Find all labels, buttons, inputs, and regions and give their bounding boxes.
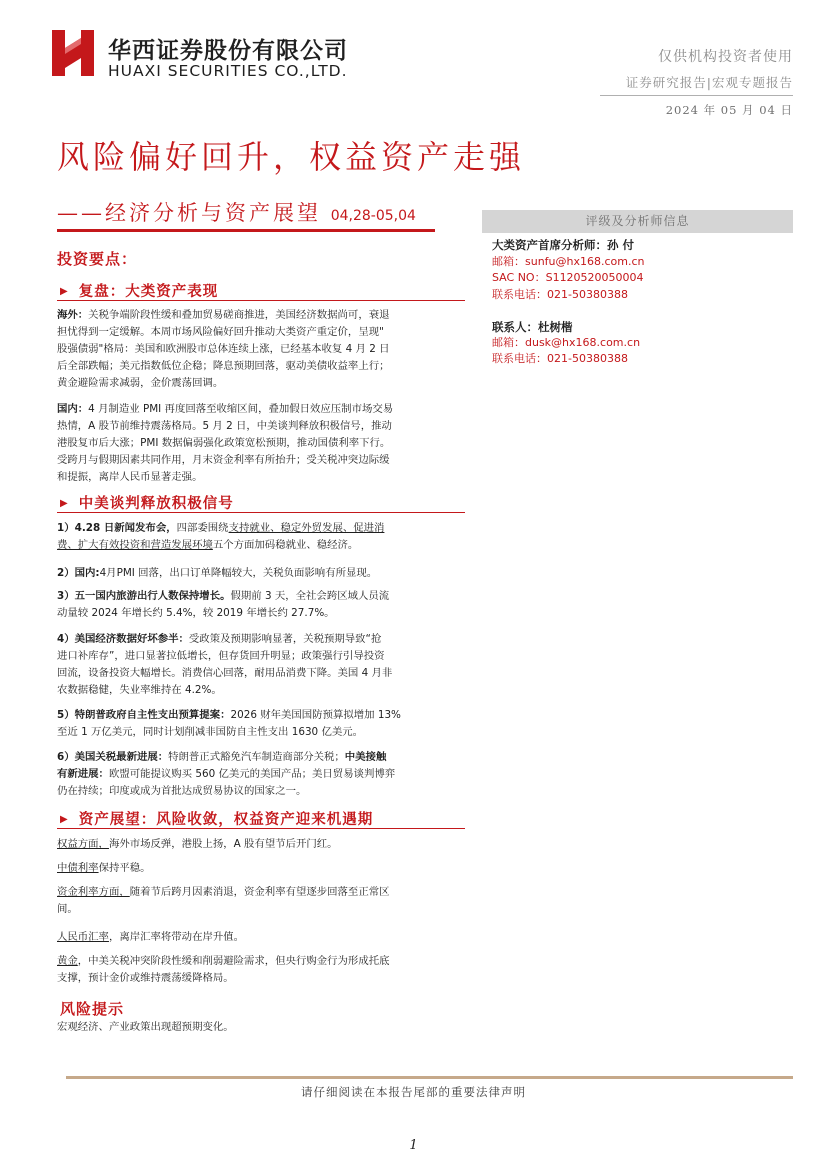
signal-item-1-underlined: 支持就业、稳定外贸发展、促进消 — [228, 522, 385, 534]
signal-item-6-text: 仍在持续；印度或成为首批达成贸易协议的国家之一。 — [57, 785, 307, 797]
section-signal-label: 中美谈判释放积极信号 — [78, 496, 234, 512]
header-divider — [600, 95, 793, 96]
section-signal-rule — [57, 512, 465, 513]
chief-email[interactable]: 邮箱：sunfu@hx168.com.cn — [492, 255, 645, 268]
signal-item-1-label: 1）4.28 日新闻发布会， — [57, 522, 177, 534]
signal-item-2-text: 4月PMI 回落，出口订单降幅较大，关税负面影响有所显现。 — [99, 567, 378, 579]
triangle-right-icon: ▶ — [60, 286, 69, 297]
domestic-line: 港股复市后大涨；PMI 数据偏弱强化政策宽松预期，推动国债利率下行。 — [57, 437, 391, 449]
outlook-bond — [57, 860, 467, 877]
signal-item-6-text: 特朗普正式豁免汽车制造商部分关税； — [168, 751, 345, 763]
signal-item-6-text: 欧盟可能提议购买 560 亿美元的美国产品；美日贸易谈判博弈 — [108, 768, 396, 780]
signal-item-5-text: 至近 1 万亿美元，同时计划削减非国防自主性支出 1630 亿美元。 — [57, 726, 364, 738]
signal-item-1-underlined: 费、扩大有效投资和营造发展环境 — [57, 539, 213, 551]
outlook-equity-text: 海外市场反弹，港股上扬，A 股有望节后开门红。 — [108, 838, 338, 850]
outlook-money — [57, 884, 467, 918]
section-outlook-label: 资产展望：风险收敛，权益资产迎来机遇期 — [78, 812, 374, 828]
contact-person: 联系人：杜树楷 — [492, 320, 573, 334]
outlook-money-text: 随着节后跨月因素消退，资金利率有望逐步回落至正常区 — [129, 886, 390, 898]
outlook-gold-text: ，中美关税冲突阶段性缓和削弱避险需求，但央行购金行为形成托底 — [77, 955, 390, 967]
signal-item-6-emphasis: 有新进展： — [57, 768, 109, 780]
subtitle-underline — [57, 229, 435, 232]
signal-item-1-text: 五个方面加码稳就业、稳经济。 — [212, 539, 359, 551]
signal-item-5-text: 2026 财年美国国防预算拟增加 13% — [230, 709, 401, 721]
outlook-fx-text: ，离岸汇率将带动在岸升值。 — [108, 931, 245, 943]
overseas-line: 黄金避险需求减弱，金价震荡回调。 — [57, 377, 224, 389]
domestic-line: 4 月制造业 PMI 再度回落至收缩区间，叠加假日效应压制市场交易 — [88, 403, 394, 415]
triangle-right-icon: ▶ — [60, 814, 69, 825]
page-title: 风险偏好回升，权益资产走强 — [57, 138, 526, 176]
subtitle-text: ——经济分析与资产展望 — [57, 201, 321, 225]
signal-item-1-text: 四部委围绕 — [176, 522, 229, 534]
overseas-line: 关税争端阶段性缓和叠加贸易磋商推进，美国经济数据尚可，衰退 — [88, 309, 390, 321]
company-name-en: HUAXI SECURITIES CO.,LTD. — [108, 62, 348, 80]
page-subtitle — [57, 197, 416, 227]
audience-notice: 仅供机构投资者使用 — [658, 49, 793, 65]
signal-item-6 — [57, 749, 467, 800]
signal-item-4 — [57, 631, 467, 699]
overseas-line: 股强债弱"格局：美国和欧洲股市总体连续上涨，已经基本收复 4 月 2 日 — [57, 343, 390, 355]
contact-email[interactable]: 邮箱：dusk@hx168.com.cn — [492, 336, 641, 349]
section-review — [60, 280, 218, 301]
section-outlook — [60, 808, 373, 829]
chief-sac: SAC NO：S1120520050004 — [492, 271, 644, 284]
overseas-line: 担忧得到一定缓解。本周市场风险偏好回升推动大类资产重定价，呈现" — [57, 326, 384, 338]
report-type: 证券研究报告|宏观专题报告 — [625, 75, 793, 90]
overseas-line: 后全部跌幅；美元指数低位企稳；降息预期回落，驱动美债收益率上行； — [57, 360, 390, 372]
signal-item-3-text: 假期前 3 天，全社会跨区域人员流 — [230, 590, 390, 602]
signal-item-4-label: 4）美国经济数据好坏参半： — [57, 633, 189, 645]
risk-title: 风险提示 — [60, 1000, 125, 1018]
outlook-money-text: 间。 — [57, 903, 78, 915]
signal-item-3 — [57, 588, 467, 622]
section-review-rule — [57, 300, 465, 301]
outlook-gold — [57, 953, 467, 987]
domestic-line: 热情，A 股节前维持震荡格局。5 月 2 日，中美谈判释放积极信号，推动 — [57, 420, 392, 432]
outlook-fx — [57, 929, 467, 946]
paragraph-domestic — [57, 401, 467, 486]
outlook-bond-label: 中债利率 — [57, 862, 99, 874]
section-review-label: 复盘：大类资产表现 — [78, 284, 219, 300]
risk-text-line: 宏观经济、产业政策出现超预期变化。 — [57, 1021, 234, 1033]
chief-phone: 联系电话：021-50380388 — [492, 288, 628, 301]
section-signal — [60, 492, 234, 513]
outlook-fx-label: 人民币汇率 — [57, 931, 109, 943]
signal-item-4-text: 农数据稳健，失业率维持在 4.2%。 — [57, 684, 222, 696]
contact-phone: 联系电话：021-50380388 — [492, 352, 628, 365]
domestic-label: 国内： — [57, 403, 89, 415]
signal-item-1 — [57, 520, 467, 554]
triangle-right-icon: ▶ — [60, 498, 69, 509]
chief-analyst: 大类资产首席分析师：孙 付 — [492, 238, 635, 252]
domestic-line: 和提振，离岸人民币显著走强。 — [57, 471, 203, 483]
signal-item-5 — [57, 707, 467, 741]
outlook-bond-text: 保持平稳。 — [98, 862, 151, 874]
subtitle-dates: 04,28-05,04 — [330, 208, 416, 224]
outlook-gold-label: 黄金 — [57, 955, 78, 967]
outlook-money-label: 资金利率方面， — [57, 886, 130, 898]
signal-item-6-label: 6）美国关税最新进展： — [57, 751, 169, 763]
page-number: 1 — [409, 1138, 418, 1153]
outlook-equity — [57, 836, 467, 853]
outlook-equity-label: 权益方面， — [57, 838, 109, 850]
section-outlook-rule — [57, 828, 465, 829]
signal-item-4-text: 进口补库存”，进口显著拉低增长，但存货回升明显；政策强行引导投资 — [57, 650, 385, 662]
outlook-gold-text: 支撑，预计金价或维持震荡缓降格局。 — [57, 972, 234, 984]
signal-item-4-text: 回流，设备投资大幅增长。消费信心回落，耐用品消费下降。美国 4 月非 — [57, 667, 393, 679]
company-name-cn: 华西证券股份有限公司 — [108, 38, 348, 64]
invest-title: 投资要点： — [57, 250, 138, 268]
overseas-label: 海外： — [57, 309, 89, 321]
signal-item-2-label: 2）国内: — [57, 567, 100, 579]
huaxi-logo-icon — [52, 30, 94, 76]
signal-item-5-label: 5）特朗普政府自主性支出预算提案： — [57, 709, 231, 721]
signal-item-4-text: 受政策及预期影响显著，关税预期导致“抢 — [188, 633, 382, 645]
report-date: 2024 年 05 月 04 日 — [665, 103, 793, 117]
footer-rule — [66, 1076, 793, 1079]
signal-item-6-emphasis: 中美接触 — [344, 751, 387, 763]
domestic-line: 受跨月与假期因素共同作用，月末资金利率有所抬升；受关税冲突边际缓 — [57, 454, 390, 466]
risk-text — [57, 1019, 467, 1036]
signal-item-3-label: 3）五一国内旅游出行人数保持增长。 — [57, 590, 231, 602]
signal-item-3-text: 动量较 2024 年增长约 5.4%，较 2019 年增长约 27.7%。 — [57, 607, 335, 619]
signal-item-2 — [57, 565, 467, 582]
legal-statement: 请仔细阅读在本报告尾部的重要法律声明 — [301, 1085, 526, 1099]
paragraph-overseas — [57, 307, 467, 392]
analyst-box-heading: 评级及分析师信息 — [482, 210, 793, 233]
